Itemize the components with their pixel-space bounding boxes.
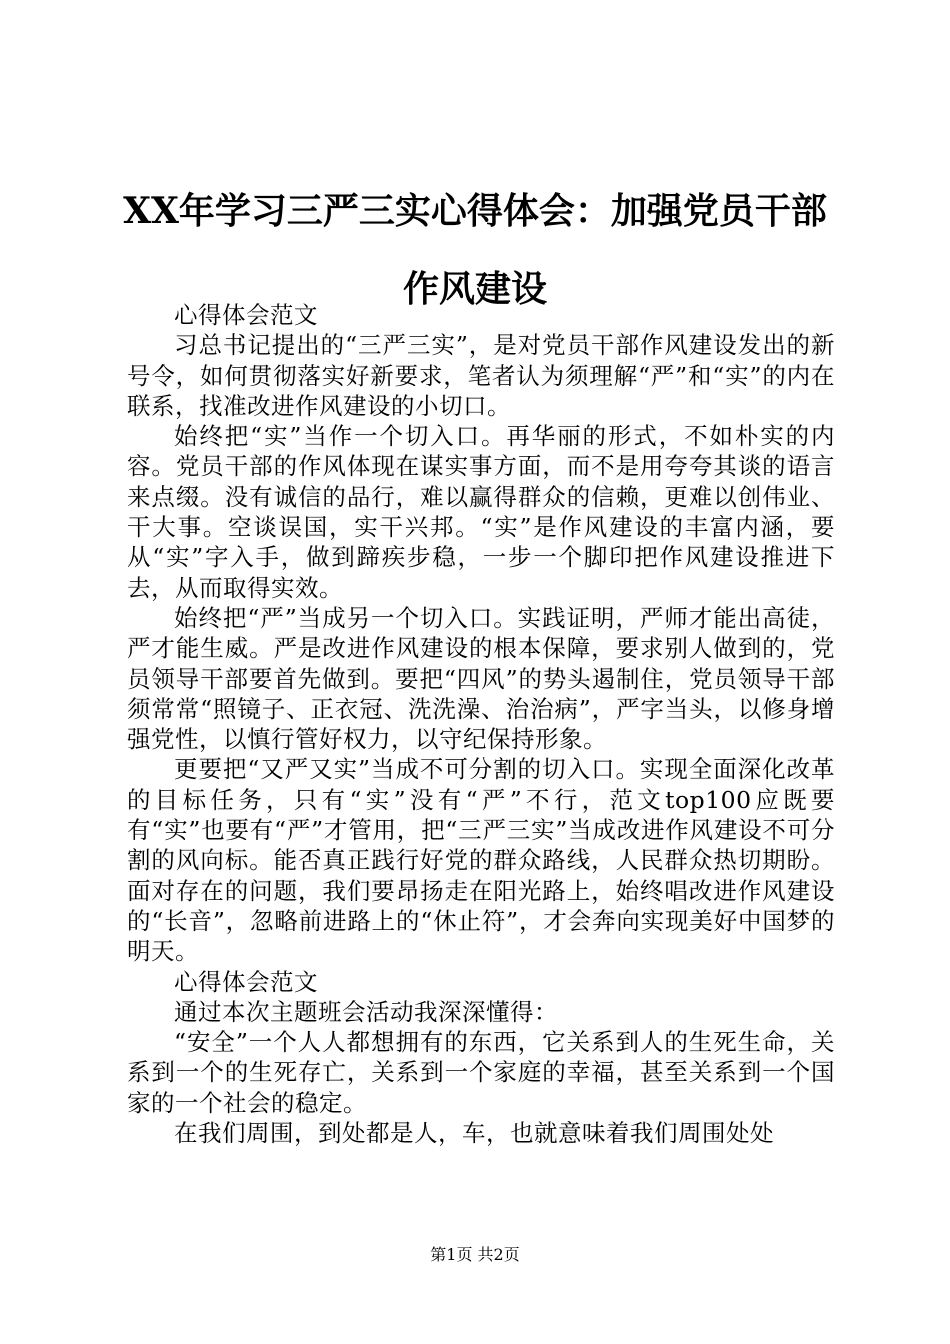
paragraph: 始终把“实”当作一个切入口。再华丽的形式，不如朴实的内容。党员干部的作风体现在谋实事方面，而不是用夸夸其谈的语言来点缀。没有诚信的品行，难以赢得群众的信赖，更难以创伟业、干大事。空谈误国，实干兴邦。“实”是作风建设的丰富内涵，要从“实”字入手，做到蹄疾步稳，一步一个脚印把作风建设推进下去，从而取得实效。 (127, 422, 835, 602)
paragraph: “安全”一个人人都想拥有的东西，它关系到人的生死生命，关系到一个的生死存亡，关系到一个家庭的幸福，甚至关系到一个国家的一个社会的稳定。 (127, 1028, 835, 1117)
paragraph: 在我们周围，到处都是人，车，也就意味着我们周围处处 (174, 1119, 774, 1148)
paragraph: 心得体会范文 (174, 301, 318, 329)
paragraph: 心得体会范文 (174, 967, 318, 996)
page-number-footer: 第1页 共2页 (430, 1245, 520, 1264)
document-body (127, 300, 835, 1148)
document-title: XX年学习三严三实心得体会：加强党员干部作风建设 (123, 190, 827, 310)
paragraph: 习总书记提出的“三严三实”，是对党员干部作风建设发出的新号令，如何贯彻落实好新要求，笔者认为须理解“严”和“实”的内在联系，找准改进作风建设的小切口。 (127, 331, 835, 420)
paragraph: 更要把“又严又实”当成不可分割的切入口。实现全面深化改革的目标任务，只有“实”没有“严”不行，范文top100应既要有“实”也要有“严”才管用，把“三严三实”当成改进作风建设不可分割的风向标。能否真正践行好党的群众路线，人民群众热切期盼。面对存在的问题，我们要昂扬走在阳光路上，始终唱改进作风建设的“长音”，忽略前进路上的“休止符”，才会奔向实现美好中国梦的明天。 (127, 755, 835, 966)
paragraph: 通过本次主题班会活动我深深懂得： (174, 997, 558, 1026)
paragraph: 始终把“严”当成另一个切入口。实践证明，严师才能出高徒，严才能生威。严是改进作风建设的根本保障，要求别人做到的，党员领导干部要首先做到。要把“四风”的势头遏制住，党员领导干部须常常“照镜子、正衣冠、洗洗澡、治治病”，严字当头，以修身增强党性，以慎行管好权力，以守纪保持形象。 (127, 603, 835, 754)
